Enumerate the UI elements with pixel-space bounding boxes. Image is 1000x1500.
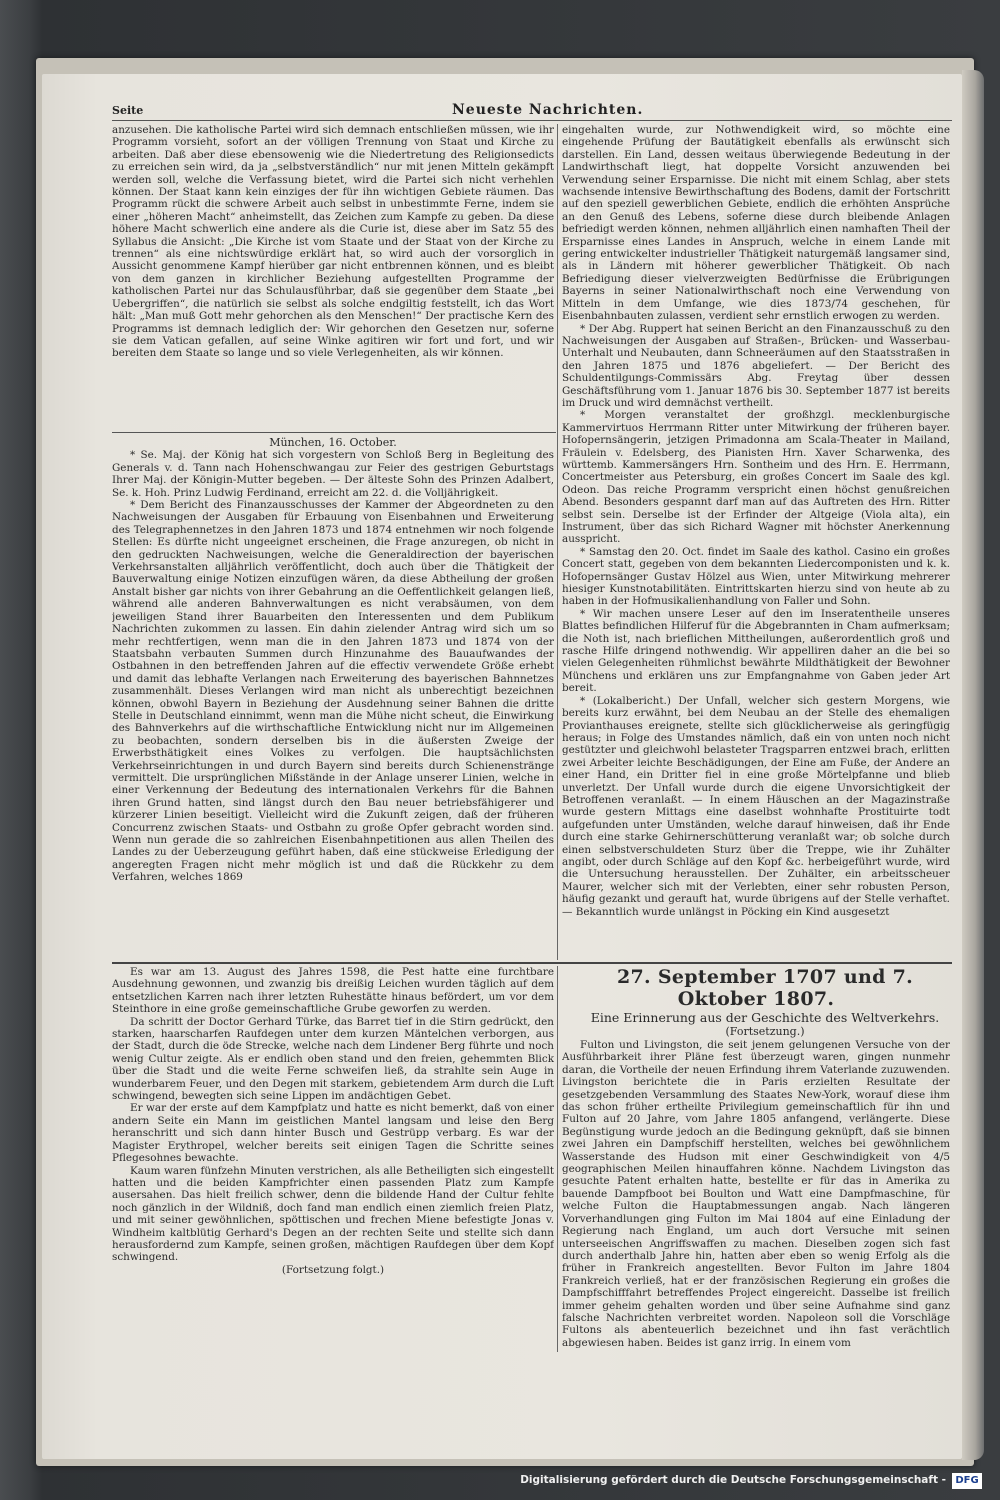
story-paragraph: Kaum waren fünfzehn Minuten verstrichen, als alle Betheiligten sich eingestellt hatten und die beiden Kampfrichter einen passenden Platz zum Kampfe ausersahen. Das hielt freilich schwer, denn die bildende Hand der Cultur fehlte noch gänzlich in der Wildniß, doch fand man endlich einen ziemlich freien Platz, und mit seiner gewöhnlichen, spöttischen und frechen Miene befestigte Jonas v. Windheim kaltblütig Gerhard's Degen an der rechten Seite und stellte sich dann herausfordernd zum Kampfe, seinen großen, mächtigen Raufdegen über dem Kopf schwingend. bbox=[112, 1164, 554, 1264]
header-rule bbox=[112, 120, 952, 121]
article-subtitle: Eine Erinnerung aus der Geschichte des Weltverkehrs. bbox=[590, 1010, 940, 1025]
dfg-logo: DFG bbox=[952, 1473, 982, 1489]
dateline: München, 16. October. bbox=[269, 437, 397, 449]
article-catholic-party bbox=[112, 124, 554, 432]
news-paragraph: * Wir machen unsere Leser auf den im Inseratentheile unseres Blattes befindlichen Hilferuf für die Abgebrannten in Cham aufmerksam; die Noth ist, nach brieflichen Mittheilungen, außerordentlich groß und rasche Hilfe dringend nothwendig. Wir appelliren daher an die bei so vielen Gelegenheiten rühmlichst bewährte Mildthätigkeit der Bewohner Münchens und erklären uns zur Empfangnahme von Gaben jeder Art bereit. bbox=[562, 607, 950, 695]
continuation-note: (Fortsetzung folgt.) bbox=[281, 1263, 385, 1276]
news-paragraph: * Se. Maj. der König hat sich vorgestern von Schloß Berg in Begleitung des Generals v. d. Tann nach Hohenschwangau zur Feier des gestrigen Geburtstags Ihrer Maj. der Königin-Mutter begeben. — Der älteste Sohn des Prinzen Adalbert, Se. k. Hoh. Prinz Ludwig Ferdinand, erreicht am 22. d. die Volljährigkeit. bbox=[112, 449, 554, 499]
story-paragraph: Es war am 13. August des Jahres 1598, die Pest hatte eine furchtbare Ausdehnung gewonnen, und zwanzig bis dreißig Leichen wurden täglich auf dem entsetzlichen Karren nach ihrer letzten Ruhestätte hinaus befördert, um vor dem Steinthore in eine große gemeinschaftliche Grube geworfen zu werden. bbox=[112, 966, 554, 1016]
continued-label: (Fortsetzung.) bbox=[725, 1025, 805, 1038]
news-paragraph: * (Lokalbericht.) Der Unfall, welcher sich gestern Morgens, wie bereits kurz erwähnt, bei dem Neubau an der Stelle des ehemaligen Provianthauses ereignete, stellte sich glücklicherweise als geringfügig heraus; in Folge des Umstandes nämlich, daß ein von unten noch nicht gestützter und gleichwohl belasteter Tragsparren entzwei brach, erlitten zwei Arbeiter leichte Beschädigungen, der Eine am Fuße, der Andere an einer Hand, ein Dritter fiel in eine große Mörtelpfanne und blieb unverletzt. Der Unfall wurde durch die eigene Unvorsichtigkeit der Betroffenen veranlaßt. — In einem Häuschen an der Magazinstraße wurde gestern Mittags eine daselbst wohnhafte Prostituirte todt aufgefunden unter Umständen, welche darauf hinweisen, daß ihr Ende durch eine starke Gehirnerschütterung veranlaßt war; ob solche durch einen selbstverschuldeten Sturz über die Treppe, wie ihr Zuhälter angibt, oder durch Schläge auf den Kopf &c. herbeigeführt wurde, wird die Untersuchung herausstellen. Der Zuhälter, ein arbeitsscheuer Maurer, welcher sich mit der Verlebten, einer sehr robusten Person, häufig gezankt und gerauft hat, wurde übrigens auf der Stelle verhaftet. — Bekanntlich wurde unlängst in Pöcking ein Kind ausgesetzt bbox=[562, 694, 950, 918]
news-paragraph: * Der Abg. Ruppert hat seinen Bericht an den Finanzausschuß zu den Nachweisungen der Ausgaben auf Straßen-, Brücken- und Wasserbau-Unterhalt und Neubauten, dann Schneeräumen auf den Staatsstraßen in den Jahren 1875 und 1876 abgeliefert. — Der Bericht des Schuldentilgungs-Commissärs Abg. Freytag über dessen Geschäftsführung vom 1. Januar 1876 bis 30. September 1877 ist bereits im Druck und wird demnächst vertheilt. bbox=[562, 322, 950, 409]
funding-note: Digitalisierung gefördert durch die Deutsche Forschungsgemeinschaft - bbox=[520, 1474, 946, 1486]
story-paragraph: Da schritt der Doctor Gerhard Türke, das Barret tief in die Stirn gedrückt, den starken, haarscharfen Raufdegen unter dem kurzen Mäntelchen verborgen, aus der Stadt, durch die öde Strecke, welche nach dem Lindener Berg führte und noch wenig Cultur zeigte. Als er endlich oben stand und den freien, gehemmten Blick über die Stadt und die weite Ferne schweifen ließ, da strahlte sein Auge in wunderbarem Feuer, und den Degen mit starkem, gebietendem Arm durch die Luft schwingend, bewegten sich seine Lippen im andächtigen Gebet. bbox=[112, 1015, 554, 1103]
news-paragraph: * Morgen veranstaltet der großhzgl. mecklenburgische Kammervirtuos Herrmann Ritter unter Mitwirkung der früheren bayer. Hofopernsängerin, jetzigen Primadonna am Scala-Theater in Mailand, Fräulein v. Edelsberg, des Pianisten Hrn. Xaver Scharwenka, des württemb. Kammersängers Hrn. Sontheim und des Hrn. E. Herrmann, Concertmeister aus Petersburg, ein großes Concert im Saale des kgl. Odeon. Das reiche Programm verspricht einen höchst genußreichen Abend. Besonders gespannt darf man auf das Auftreten des Hrn. Ritter selbst sein. Derselbe ist der Erfinder der Altgeige (Viola alta), ein Instrument, über das sich Richard Wagner mit höchster Anerkennung ausspricht. bbox=[562, 409, 950, 546]
news-paragraph: eingehalten wurde, zur Nothwendigkeit wird, so möchte eine eingehende Prüfung der Bautätigkeit ebenfalls als erwünscht sich darstellen. Ein Land, dessen weitaus überwiegende Bedeutung in der Landwirthschaft liegt, hat doppelte Vorsicht anzuwenden bei Verwendung seiner Ersparnisse. Die nicht mit einem Schlag, aber stets wachsende intensive Bewirthschaftung des Bodens, damit der Fortschritt auf den speziell gewerblichen Gebiete, endlich die erhöhten Ansprüche an den Genuß des Lebens, soferne diese durch bleibende Anlagen befriedigt werden können, nehmen alljährlich einen namhaften Theil der Ersparnisse eines Landes in Anspruch, welche in einem Lande mit gering entwickelter industrieller Thätigkeit naturgemäß langsamer sind, als in Ländern mit höherer gewerblicher Thätigkeit. Ob nach Befriedigung dieser vielverzweigten Bedürfnisse die Erübrigungen Bayerns in seiner Nationalwirthschaft noch eine Verwendung von Mitteln in dem Umfange, wie dies 1873/74 geschehen, für Eisenbahnbauten zulassen, verdient sehr ernstlich erwogen zu werden. bbox=[562, 124, 950, 323]
page-number-label: Seite bbox=[112, 104, 144, 117]
feuilleton-fulton bbox=[562, 966, 950, 1356]
newspaper-title: Neueste Nachrichten. bbox=[452, 102, 644, 118]
news-right-column bbox=[562, 124, 950, 959]
column-divider-bottom bbox=[557, 966, 558, 1352]
news-paragraph: * Samstag den 20. Oct. findet im Saale des kathol. Casino ein großes Concert statt, gegeben von dem bekannten Liedercomponisten und k. k. Hofopernsänger Gustav Hölzel aus Wien, unter Mitwirkung mehrerer hiesiger Kunstnotabilitäten. Eintrittskarten hierzu sind von heute ab zu haben in der Hofmusikalienhandlung von Faller und Sohn. bbox=[562, 545, 950, 608]
news-munich bbox=[112, 437, 554, 959]
story-paragraph: Er war der erste auf dem Kampfplatz und hatte es nicht bemerkt, daß von einer andern Seite ein Mann im geistlichen Mantel langsam und leise den Berg heranschritt und sich dann hinter Busch und Gestrüpp verbarg. Es war der Magister Erythropel, welcher bereits seit einigen Tagen die Schritte seines Pflegesohnes bewachte. bbox=[112, 1102, 554, 1165]
page-curl bbox=[962, 70, 984, 1460]
column-divider-top bbox=[557, 124, 558, 960]
feuilleton-divider bbox=[112, 962, 952, 964]
article-text: anzusehen. Die katholische Partei wird sich demnach entschließen müssen, wie ihr Programm vorsieht, sofort an der völligen Trennung von Staat und Kirche zu arbeiten. Daß aber diese ebensowenig wie die Niedertretung des Religionsedicts zu erreichen sein wird, da ja „selbstverständlich“ nur mit jenen Mitteln gekämpft werden soll, welche die Verfassung bietet, wird die Partei sich nicht verhehlen können. Der Staat kann kein einziges der für ihn wichtigen Gebiete räumen. Das Programm rückt die schwere Arbeit auch selbst in unbestimmte Ferne, indem sie einer „höheren Macht“ anheimstellt, das Zeichen zum Kampfe zu geben. Da diese höhere Macht schwerlich eine andere als die Curie ist, diese aber im Satz 55 des Syllabus die Ansicht: „Die Kirche ist vom Staate und der Staat von der Kirche zu trennen“ als eine nichtswürdige erklärt hat, so wird auch der vorsorglich in Aussicht genommene Kampf hierüber gar nicht entbrennen können, und es bleibt von dem ganzen in kirchlicher Beziehung aufgestellten Programme der katholischen Partei nur das Schulausführbar, daß sie gegenüber dem Staate „bei Uebergriffen“, die natürlich sie selbst als solche endgiltig feststellt, ich das Wort hält: „Man muß Gott mehr gehorchen als den Menschen!“ Der practische Kern des Programms ist demnach lediglich der: Wir gehorchen den Gesetzen nur, soferne sie dem Vatican gefallen, auf seine Winke agitiren wir fort und fort, und wir bereiten dem Staate so lange und so viele Verlegenheiten, als wir können. bbox=[112, 124, 554, 360]
article-text: Fulton und Livingston, die seit jenem gelungenen Versuche von der Ausführbarkeit ihrer Pläne fest überzeugt waren, gingen nunmehr daran, die Vortheile der neuen Erfindung ihrem Vaterlande zuzuwenden. Livingston berichtete die in Paris erzielten Resultate der gesetzgebenden Versammlung des Staates New-York, worauf diese ihm das schon früher ertheilte Privilegium gemeinschaftlich für ihn und Fulton auf 20 Jahre, vom Jahre 1805 anfangend, verlängerte. Diese Begünstigung wurde jedoch an die Bedingung geknüpft, daß sie binnen zwei Jahren ein Dampfschiff herstellten, welches bei gewöhnlichem Wasserstande des Hudson mit einer Geschwindigkeit von 4/5 geographischen Meilen hinauffahren könne. Nachdem Livingston das gesuchte Patent erhalten hatte, bestellte er für das in Amerika zu bauende Dampfboot bei Boulton und Watt eine Dampfmaschine, für welche Fulton die Hauptabmessungen angab. Nach längeren Vorverhandlungen ging Fulton im Mai 1804 auf eine Einladung der Regierung nach England, um auch dort Versuche mit seinen unterseeischen Angriffswaffen zu machen. Dieselben zogen sich fast durch anderthalb Jahre hin, hatten aber eben so wenig Erfolg als die früher in Frankreich angestellten. Bevor Fulton im Jahre 1804 Frankreich verließ, hat er der französischen Regierung ein großes die Dampfschifffahrt betreffendes Project eingereicht. Dasselbe ist freilich immer geheim gehalten worden und über seine Aufnahme sind ganz falsche Nachrichten verbreitet worden. Napoleon soll die Vorschläge Fultons als abenteuerlich bezeichnet und ihn fast verächtlich abgewiesen haben. Beides ist ganz irrig. In einem vom bbox=[562, 1039, 950, 1349]
article-divider-left bbox=[112, 432, 556, 433]
feuilleton-story bbox=[112, 966, 554, 1351]
news-paragraph: * Dem Bericht des Finanzausschusses der Kammer der Abgeordneten zu den Nachweisungen der Ausgaben für Erbauung von Eisenbahnen und Erweiterung des Telegraphennetzes in den Jahren 1873 und 1874 entnehmen wir noch folgende Stellen: Es dürfte nicht ungeeignet erscheinen, die Frage anzuregen, ob nicht in den gedruckten Nachweisungen, welche die Generaldirection der bayerischen Verkehrsanstalten alljährlich veröffentlicht, doch auch über die Thätigkeit der Bauverwaltung einige Notizen einzufügen wären, da diese Abtheilung der großen Anstalt bisher gar nichts von ihrer Gebahrung an die Oeffentlichkeit gelangen ließ, während alle anderen Bahnverwaltungen es nicht verabsäumen, von dem jeweiligen Stand ihrer Bauarbeiten den Interessenten und dem Publikum Nachrichten zukommen zu lassen. Ein dahin zielender Antrag wird sich um so mehr rechtfertigen, wenn man die in den Jahren 1873 und 1874 von der Staatsbahn verbauten Summen durch Hinzunahme des Bauaufwandes der Ostbahnen in den betreffenden Jahren auf die effectiv verwendete Größe erhebt und damit das lebhafte Verlangen nach Erweiterung des bayerischen Bahnnetzes zusammenhält. Dieses Verlangen wird man nicht als unberechtigt bezeichnen können, obwohl Bayern in Beziehung der Ausdehnung seiner Bahnen die dritte Stelle in Deutschland einnimmt, wenn man die Mühe nicht scheut, die Einwirkung des Bahnverkehrs auf die wirthschaftliche Entwicklung nicht nur im Allgemeinen zu beobachten, sondern derselben bis in die äußersten Zweige der Erwerbsthätigkeit eines Volkes zu verfolgen. Die hauptsächlichsten Verkehrseinrichtungen in und durch Bayern sind bereits durch Schienenstränge vermittelt. Die ursprünglichen Mißstände in der Anlage unserer Linien, welche in einer Verkennung der Bedeutung des internationalen Verkehrs für die Bahnen ihren Grund hatten, sind längst durch den Bau neuer betriebsfähigerer und kürzerer Linien beseitigt. Vielleicht wird die Zukunft zeigen, daß der früheren Concurrenz zwischen Staats- und Ostbahn zu große Opfer gebracht worden sind. Wenn nun gerade die so zahlreichen Eisenbahnpetitionen aus allen Theilen des Landes zu der Ueberzeugung geführt haben, daß eine stückweise Erledigung der angeregten Fragen nicht mehr möglich ist und daß die Rückkehr zu dem Verfahren, welches 1869 bbox=[112, 499, 554, 884]
article-headline: 27. September 1707 und 7. Oktober 1807. bbox=[616, 966, 914, 1010]
page-header bbox=[112, 100, 952, 122]
digitization-footer bbox=[520, 1473, 988, 1491]
